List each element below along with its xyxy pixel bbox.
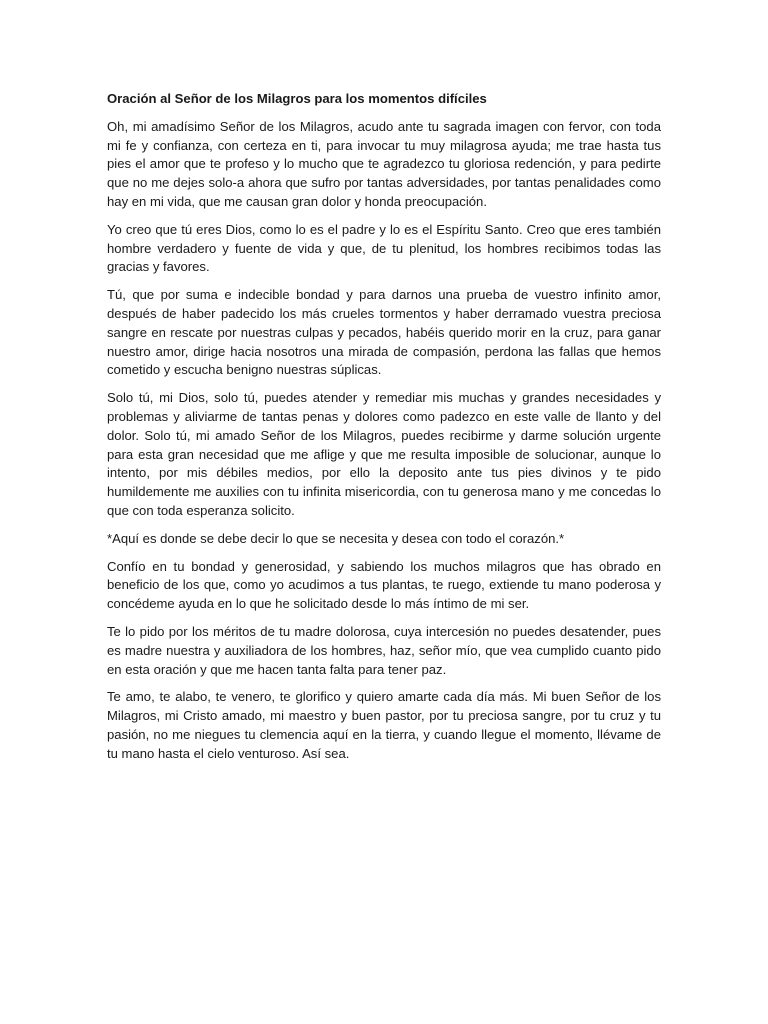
paragraph-instruction-note: *Aquí es donde se debe decir lo que se necesita y desea con todo el corazón.* (107, 530, 565, 546)
paragraph-creed: Yo creo que tú eres Dios, como lo es el padre y lo es el Espíritu Santo. Creo que eres también hombre verdadero y fuente de vida y que, de tu plenitud, los hombres recibimos todas las gracias y favores. (107, 221, 661, 275)
document-page (107, 90, 661, 773)
paragraph-invocation: Oh, mi amadísimo Señor de los Milagros, acudo ante tu sagrada imagen con fervor, con toda mi fe y confianza, con certeza en ti, para invocar tu muy milagrosa ayuda; me trae hasta tus pies el amor que te profeso y lo mucho que te agradezco tu gloriosa redención, y para pedirte que no me dejes solo-a ahora que sufro por tantas adversidades, por tantas penalidades como hay en mi vida, que me causan gran dolor y honda preocupación. (107, 118, 661, 209)
paragraph-closing: Te amo, te alabo, te venero, te glorifico y quiero amarte cada día más. Mi buen Señor de los Milagros, mi Cristo amado, mi maestro y buen pastor, por tu preciosa sangre, por tu cruz y tu pasión, no me niegues tu clemencia aquí en la tierra, y cuando llegue el momento, llévame de tu mano hasta el cielo venturoso. Así sea. (107, 689, 661, 761)
paragraph-trust: Confío en tu bondad y generosidad, y sabiendo los muchos milagros que has obrado en beneficio de los que, como yo acudimos a tus plantas, te ruego, extiende tu mano poderosa y concédeme ayuda en lo que he solicitado desde lo más íntimo de mi ser. (107, 558, 661, 612)
paragraph-petition: Solo tú, mi Dios, solo tú, puedes atender y remediar mis muchas y grandes necesidades y problemas y aliviarme de tantas penas y dolores como padezco en este valle de llanto y del dolor. Solo tú, mi amado Señor de los Milagros, puedes recibirme y darme solución urgente para esta gran necesidad que me aflige y que me resulta imposible de solucionar, aunque lo intento, por mis débiles medios, por ello la deposito ante tus pies divinos y te pido humildemente me auxilies con tu infinita misericordia, con tu generosa mano y me concedas lo que con toda esperanza solicito. (107, 390, 661, 518)
document-title: Oración al Señor de los Milagros para los momentos difíciles (107, 91, 487, 106)
paragraph-compassion: Tú, que por suma e indecible bondad y para darnos una prueba de vuestro infinito amor, después de haber padecido los más crueles tormentos y haber derramado vuestra preciosa sangre en rescate por nuestras culpas y pecados, habéis querido morir en la cruz, para ganar nuestro amor, dirige hacia nosotros una mirada de compasión, perdona las fallas que hemos cometido y escucha benigno nuestras súplicas. (107, 287, 661, 378)
paragraph-intercession: Te lo pido por los méritos de tu madre dolorosa, cuya intercesión no puedes desatender, pues es madre nuestra y auxiliadora de los hombres, haz, señor mío, que vea cumplido cuanto pido en esta oración y que me hacen tanta falta para tener paz. (107, 623, 661, 677)
